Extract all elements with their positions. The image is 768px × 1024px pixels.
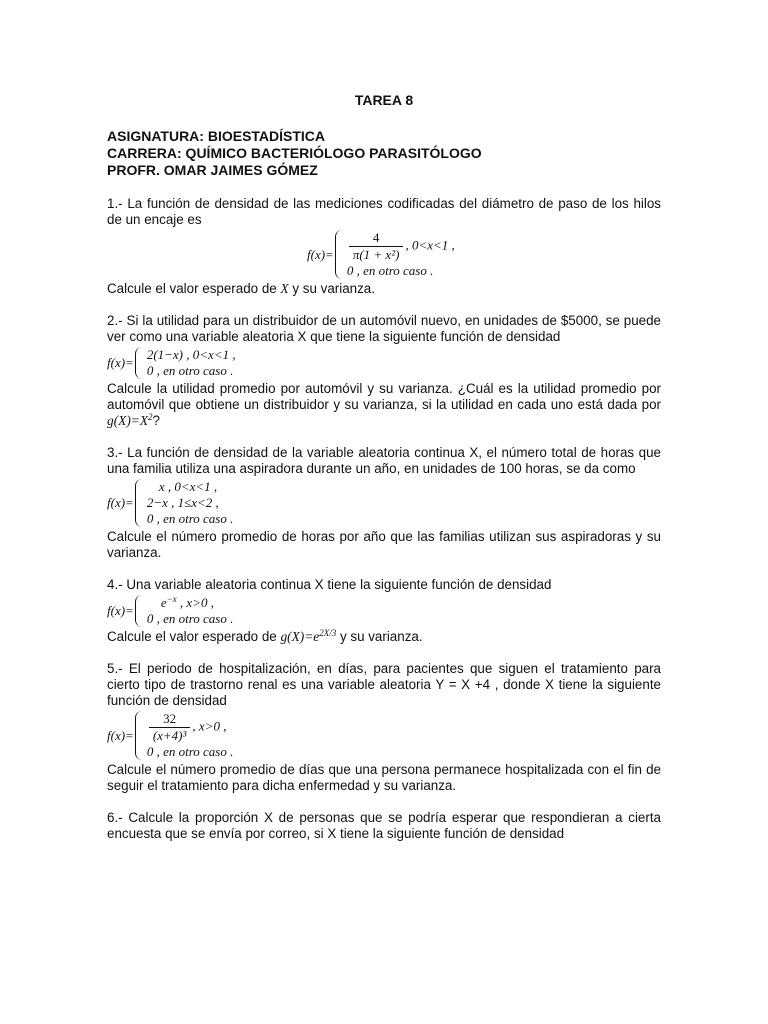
question-text: Calcule la utilidad promedio por automóvil y su varianza. ¿Cuál es la utilidad promedio por automóvil que obtiene un distribuidor y su varianza, si la utilidad en cada uno está dada por — [107, 381, 661, 412]
problem-2-intro: 2.- Si la utilidad para un distribuidor de un automóvil nuevo, en unidades de $5000, se puede ver como una variable aleatoria X que tiene la siguiente función de densidad — [107, 313, 661, 344]
piecewise-cases — [147, 711, 234, 760]
case-1-condition: , x>0 , — [192, 718, 227, 734]
course-heading — [107, 128, 661, 179]
problem-5-density-formula — [107, 711, 661, 760]
case-otherwise: 0 , en otro caso . — [346, 263, 434, 278]
exponent: 2X/3 — [319, 628, 337, 638]
piecewise-brace — [135, 595, 143, 627]
problem-2-question — [107, 381, 661, 429]
document-page — [107, 92, 661, 858]
question-text-end: y su varianza. — [288, 281, 375, 296]
fraction — [149, 712, 191, 743]
problem-3-density-formula — [107, 479, 661, 527]
fraction-numerator: 4 — [372, 230, 380, 245]
function-label: f(x)= — [107, 603, 134, 618]
problem-2 — [107, 313, 661, 429]
problem-4-intro: 4.- Una variable aleatoria continua X tiene la siguiente función de densidad — [107, 577, 552, 592]
question-text-end: ? — [152, 413, 160, 428]
case-1 — [147, 595, 234, 611]
problem-4-question — [107, 629, 661, 645]
problem-3-question: Calcule el número promedio de horas por año que las familias utilizan sus aspiradoras y su varianza. — [107, 529, 661, 560]
transform-g: g(X)=e — [280, 629, 320, 644]
problem-4 — [107, 577, 661, 645]
problem-5-question: Calcule el número promedio de días que una persona permanece hospitalizada con el fin de seguir el tratamiento para dicha enfermedad y su varianza. — [107, 762, 661, 793]
case-1-condition: , 0<x<1 , — [405, 237, 455, 253]
piecewise-brace — [135, 711, 143, 760]
problem-6 — [107, 810, 661, 842]
case-otherwise: 0 , en otro caso . — [146, 363, 234, 378]
case-otherwise: 0 , en otro caso . — [146, 611, 234, 626]
case-otherwise: 0 , en otro caso . — [146, 744, 234, 759]
professor-line: PROFR. OMAR JAIMES GÓMEZ — [107, 162, 318, 178]
piecewise-cases — [147, 595, 234, 627]
exponent: 2 — [148, 412, 153, 422]
function-label: f(x)= — [107, 727, 134, 743]
function-label: f(x)= — [107, 495, 134, 510]
career-line: CARRERA: QUÍMICO BACTERIÓLOGO PARASITÓLOGO — [107, 145, 482, 161]
fraction — [349, 231, 404, 262]
piecewise-brace — [335, 230, 343, 279]
case-2: 2−x , 1≤x<2 , — [146, 495, 219, 510]
piecewise-cases — [347, 230, 455, 279]
case-1 — [347, 230, 455, 263]
base-e: e — [160, 595, 167, 610]
problem-5-intro: 5.- El periodo de hospitalización, en días, para pacientes que siguen el tratamiento para cierto tipo de trastorno renal es una variable aleatoria Y = X +4 , donde X tiene la siguiente función de densidad — [107, 661, 661, 708]
case-1 — [147, 711, 234, 744]
function-label: f(x)= — [307, 246, 334, 262]
question-text: Calcule el valor esperado de — [107, 629, 281, 644]
problem-6-intro: 6.- Calcule la proporción X de personas que se podría esperar que respondieran a cierta encuesta que se envía por correo, si X tiene la siguiente función de densidad — [107, 810, 661, 841]
question-text-end: y su varianza. — [336, 629, 423, 644]
case-1: x , 0<x<1 , — [158, 479, 218, 494]
fraction-denominator: π(1 + x²) — [349, 246, 404, 262]
case-1: 2(1−x) , 0<x<1 , — [146, 347, 236, 362]
problem-1-intro: 1.- La función de densidad de las mediciones codificadas del diámetro de paso de los hilos de un encaje es — [107, 196, 661, 227]
document-title: TAREA 8 — [354, 92, 414, 108]
exponent: −x — [166, 594, 177, 604]
variable-x: X — [280, 281, 289, 296]
piecewise-cases — [147, 479, 234, 527]
problem-1-density-formula — [307, 230, 661, 279]
piecewise-brace — [135, 479, 143, 527]
case-1-condition: , x>0 , — [176, 595, 214, 610]
subject-line: ASIGNATURA: BIOESTADÍSTICA — [107, 128, 326, 144]
fraction-denominator: (x+4)³ — [149, 727, 191, 743]
problem-3 — [107, 445, 661, 561]
function-label: f(x)= — [107, 355, 134, 370]
problem-4-density-formula — [107, 595, 661, 627]
fraction-numerator: 32 — [163, 711, 177, 726]
problem-1-question — [107, 281, 661, 297]
problem-3-intro: 3.- La función de densidad de la variable aleatoria continua X, el número total de horas que una familia utiliza una aspiradora durante un año, en unidades de 100 horas, se da como — [107, 445, 661, 476]
problem-2-density-formula — [107, 347, 661, 379]
question-text: Calcule el valor esperado de — [107, 281, 281, 296]
piecewise-brace — [135, 347, 143, 379]
transform-g: g(X)=X — [107, 413, 149, 428]
problem-5 — [107, 661, 661, 794]
case-otherwise: 0 , en otro caso . — [146, 511, 234, 526]
problem-1 — [107, 196, 661, 297]
piecewise-cases — [147, 347, 236, 379]
